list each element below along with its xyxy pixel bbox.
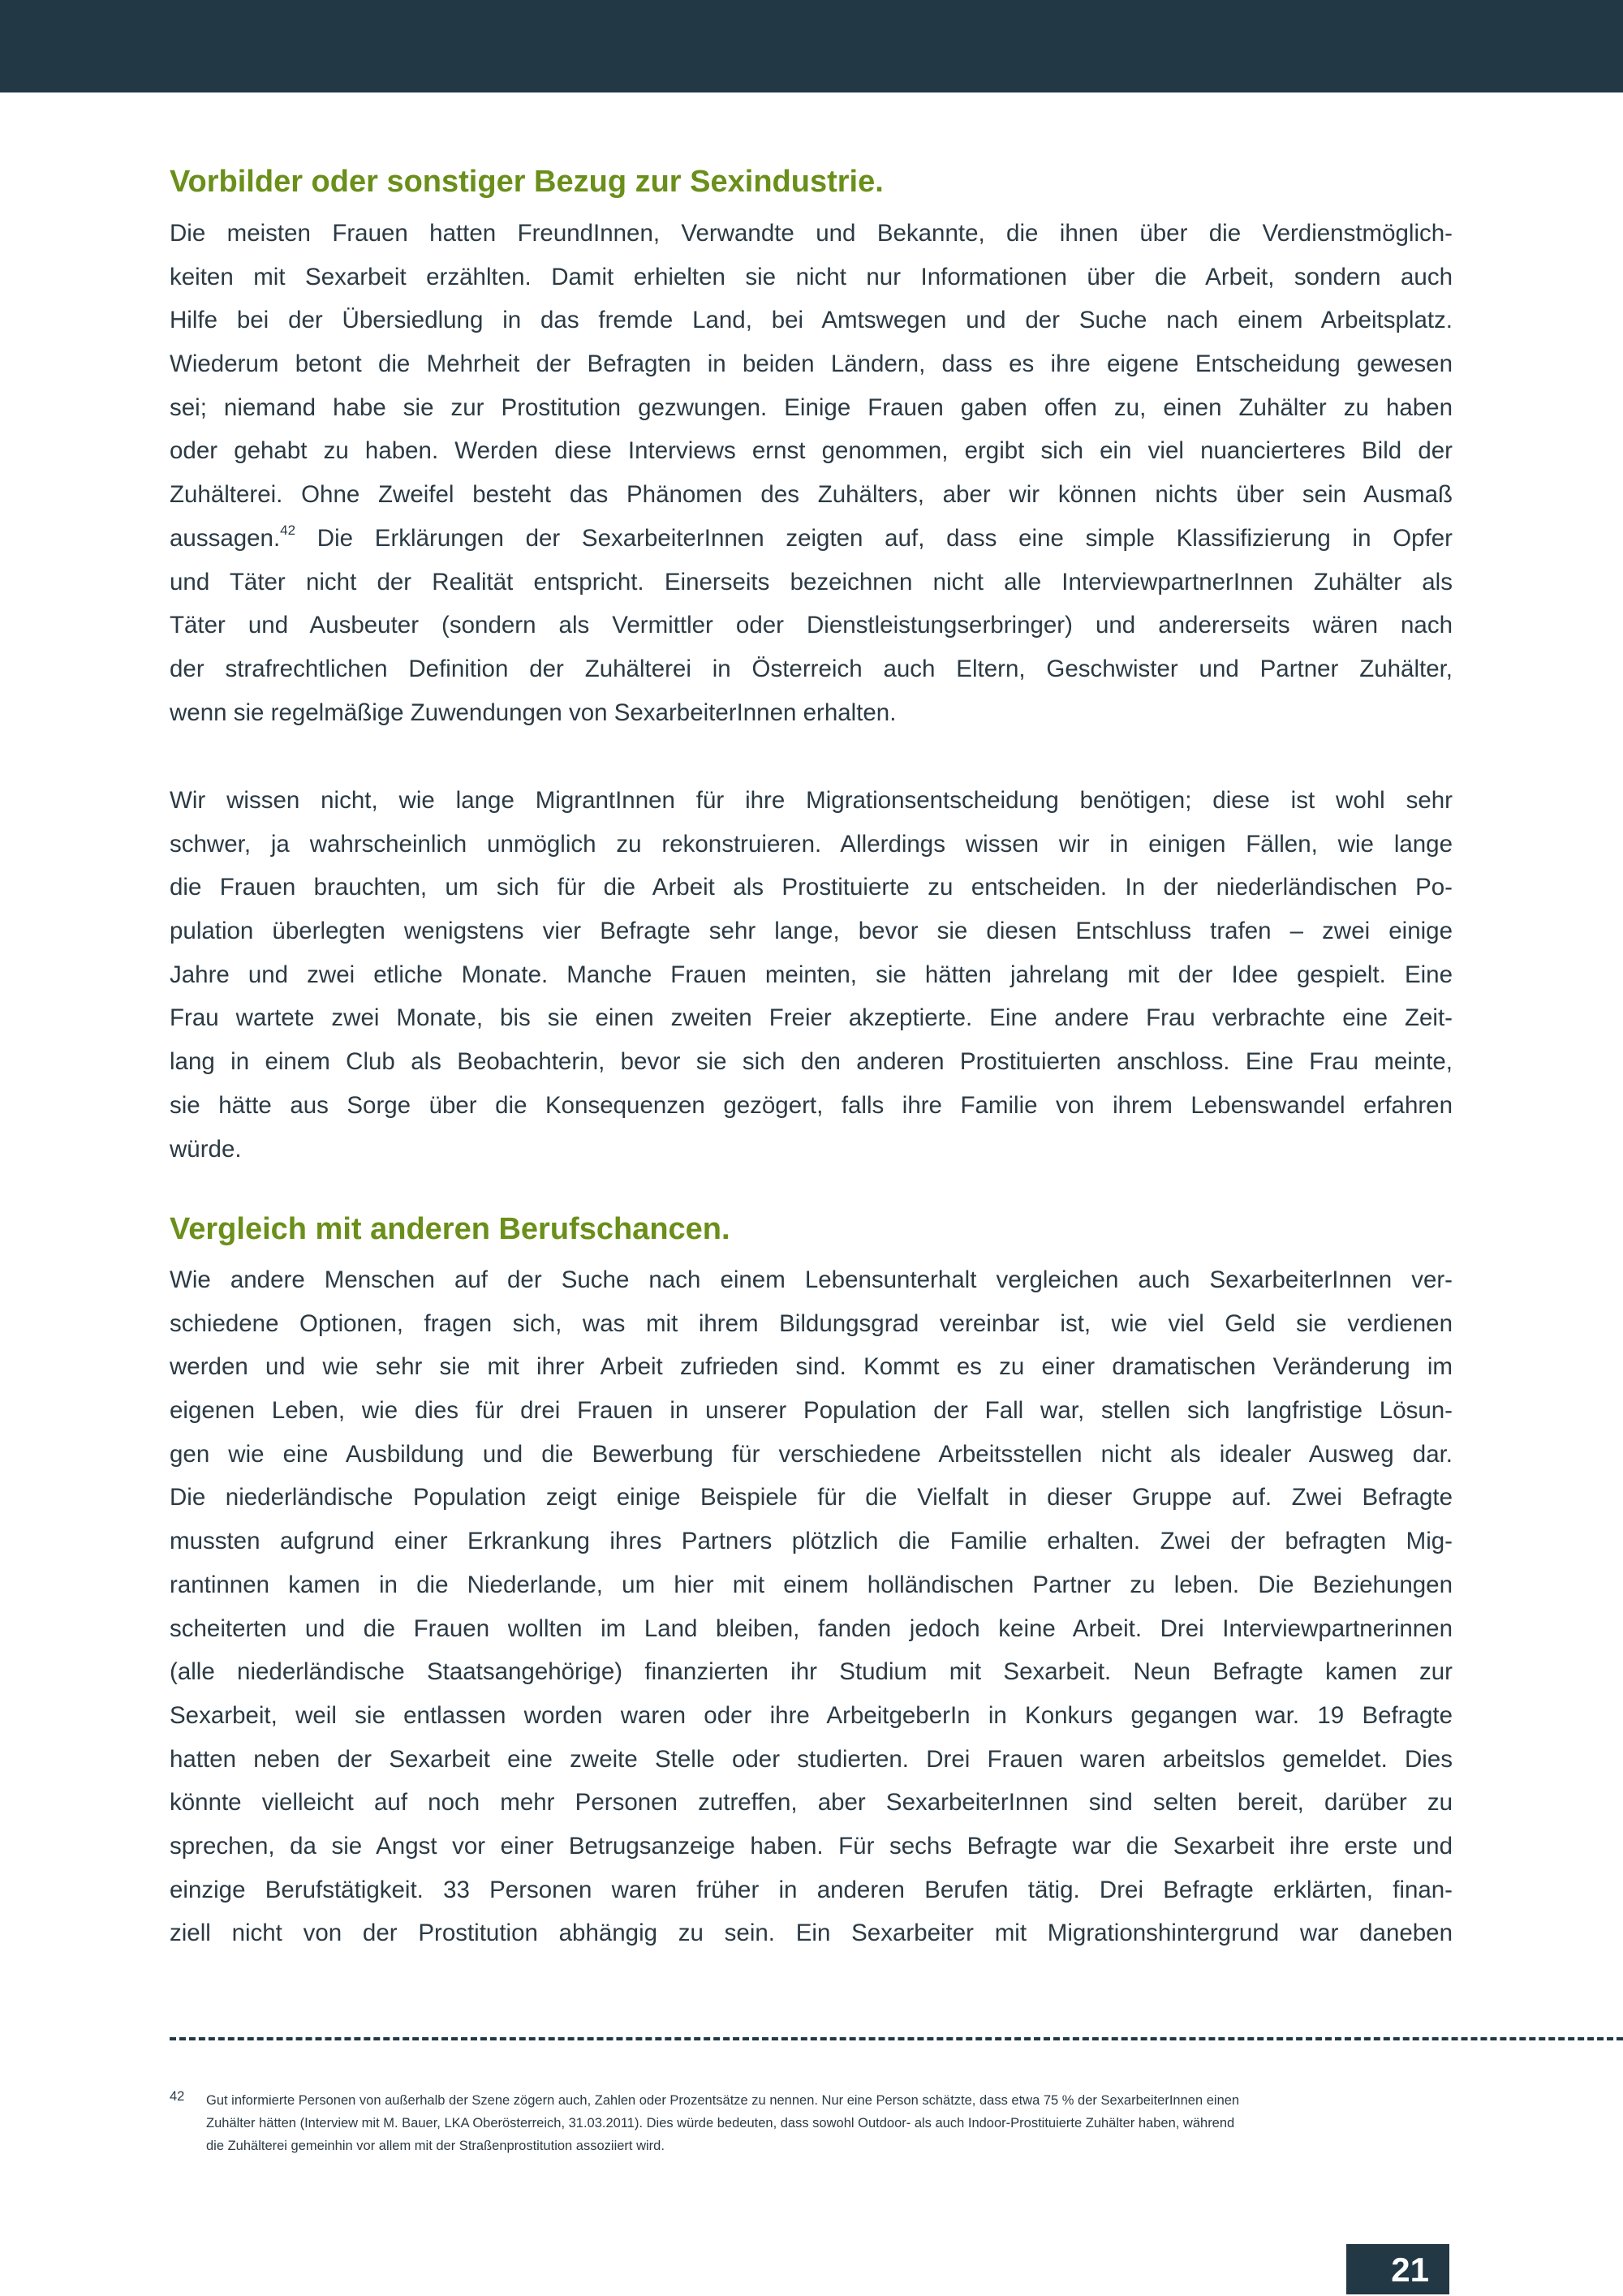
text-line: scheiterten und die Frauen wollten im Land bleiben, fanden jedoch keine Arbeit. Drei Interviewpartnerinnen (170, 1615, 1453, 1642)
footnote-reference[interactable]: 42 (280, 522, 296, 538)
text-line: pulation überlegten wenigstens vier Befragte sehr lange, bevor sie diesen Entschluss trafen – zwei einige (170, 918, 1453, 945)
text-line: der strafrechtlichen Definition der Zuhälterei in Österreich auch Eltern, Geschwister und Partner Zuhälter, (170, 655, 1453, 682)
text-line: einzige Berufstätigkeit. 33 Personen waren früher in anderen Berufen tätig. Drei Befragte erklärten, finan- (170, 1876, 1453, 1903)
text-line: rantinnen kamen in die Niederlande, um hier mit einem holländischen Partner zu leben. Die Beziehungen (170, 1571, 1453, 1598)
text-line: Täter und Ausbeuter (sondern als Vermittler oder Dienstleistungserbringer) und andererseits wären nach (170, 612, 1453, 639)
text-line: hatten neben der Sexarbeit eine zweite Stelle oder studierten. Drei Frauen waren arbeitslos gemeldet. Dies (170, 1745, 1453, 1773)
text-line: Wie andere Menschen auf der Suche nach einem Lebensunterhalt vergleichen auch SexarbeiterInnen ver- (170, 1266, 1453, 1293)
text-line: werden und wie sehr sie mit ihrer Arbeit zufrieden sind. Kommt es zu einer dramatischen Veränderung im (170, 1353, 1453, 1381)
text-line: lang in einem Club als Beobachterin, bevor sie sich den anderen Prostituierten anschloss. Eine Frau meinte, (170, 1048, 1453, 1076)
text-line: Wiederum betont die Mehrheit der Befragten in beiden Ländern, dass es ihre eigene Entscheidung gewesen (170, 350, 1453, 378)
section-heading-berufschancen: Vergleich mit anderen Berufschancen. (170, 1212, 730, 1246)
text-line: sei; niemand habe sie zur Prostitution gezwungen. Einige Frauen gaben offen zu, einen Zuhälter zu haben (170, 393, 1453, 421)
text-line: mussten aufgrund einer Erkrankung ihres Partners plötzlich die Familie erhalten. Zwei der befragten Mig- (170, 1528, 1453, 1555)
text-line: Die meisten Frauen hatten FreundInnen, Verwandte und Bekannte, die ihnen über die Verdienstmöglich- (170, 220, 1453, 247)
text-line: gen wie eine Ausbildung und die Bewerbung für verschiedene Arbeitsstellen nicht als idealer Ausweg dar. (170, 1440, 1453, 1468)
header-bar (0, 0, 1623, 92)
text-line: würde. (170, 1135, 242, 1163)
text-line: Hilfe bei der Übersiedlung in das fremde Land, bei Amtswegen und der Suche nach einem Arbeitsplatz. (170, 307, 1453, 334)
text-line: Die niederländische Population zeigt einige Beispiele für die Vielfalt in dieser Gruppe auf. Zwei Befragte (170, 1484, 1453, 1511)
footnote-divider (170, 2037, 1623, 2040)
text-line: Sexarbeit, weil sie entlassen worden waren oder ihre ArbeitgeberIn in Konkurs gegangen war. 19 Befragte (170, 1701, 1453, 1729)
footnote-line: die Zuhälterei gemeinhin vor allem mit der Straßenprostitution assoziiert wird. (206, 2139, 665, 2153)
text-line: die Frauen brauchten, um sich für die Arbeit als Prostituierte zu entscheiden. In der niederländischen Po- (170, 874, 1453, 901)
footnote-number: 42 (170, 2089, 185, 2104)
text-line: Frau wartete zwei Monate, bis sie einen zweiten Freier akzeptierte. Eine andere Frau verbrachte eine Zeit- (170, 1004, 1453, 1032)
paragraph-berufschancen (170, 1258, 1453, 1955)
text-line: Jahre und zwei etliche Monate. Manche Frauen meinten, sie hätten jahrelang mit der Idee gespielt. Eine (170, 961, 1453, 988)
text-line: keiten mit Sexarbeit erzählten. Damit erhielten sie nicht nur Informationen über die Arbeit, sondern auch (170, 263, 1453, 290)
text-line: könnte vielleicht auf noch mehr Personen zutreffen, aber SexarbeiterInnen sind selten bereit, darüber zu (170, 1789, 1453, 1817)
text-line: oder gehabt zu haben. Werden diese Interviews ernst genommen, ergibt sich ein viel nuancierteres Bild der (170, 437, 1453, 465)
text-line: sie hätte aus Sorge über die Konsequenzen gezögert, falls ihre Familie von ihrem Lebenswandel erfahren (170, 1091, 1453, 1119)
text-line: ziell nicht von der Prostitution abhängig zu sein. Ein Sexarbeiter mit Migrationshintergrund war daneben (170, 1920, 1453, 1947)
text-line: und Täter nicht der Realität entspricht. Einerseits bezeichnen nicht alle InterviewpartnerInnen Zuhälter als (170, 568, 1453, 595)
text-line: schwer, ja wahrscheinlich unmöglich zu rekonstruieren. Allerdings wissen wir in einigen Fällen, wie lange (170, 830, 1453, 858)
text-line: Wir wissen nicht, wie lange MigrantInnen für ihre Migrationsentscheidung benötigen; diese ist wohl sehr (170, 787, 1453, 814)
section-heading-vorbilder: Vorbilder oder sonstiger Bezug zur Sexindustrie. (170, 165, 884, 199)
page-number: 21 (1346, 2244, 1449, 2294)
text-fragment: Die Erklärungen der SexarbeiterInnen zeigten auf, dass eine simple Klassifizierung in Opfer (316, 524, 1453, 552)
text-line: schiedene Optionen, fragen sich, was mit ihrem Bildungsgrad vereinbar ist, wie viel Geld sie verdienen (170, 1309, 1453, 1337)
text-line: sprechen, da sie Angst vor einer Betrugsanzeige haben. Für sechs Befragte war die Sexarbeit ihre erste und (170, 1832, 1453, 1860)
paragraph-migration-decision (170, 779, 1453, 1171)
text-fragment: aussagen. (170, 524, 281, 552)
footnote-line: Zuhälter hätten (Interview mit M. Bauer, LKA Oberösterreich, 31.03.2011). Dies würde bedeuten, dass sowohl Outdoor- als auch Indoor-Prostituierte Zuhälter haben, während (206, 2116, 1235, 2130)
text-line: wenn sie regelmäßige Zuwendungen von SexarbeiterInnen erhalten. (170, 699, 897, 726)
text-line (170, 517, 1453, 561)
footnote-line: Gut informierte Personen von außerhalb der Szene zögern auch, Zahlen oder Prozentsätze zu nennen. Nur eine Person schätzte, dass etwa 75 % der SexarbeiterInnen einen (206, 2093, 1240, 2108)
footnote-text (206, 2089, 1453, 2157)
text-line: Zuhälterei. Ohne Zweifel besteht das Phänomen des Zuhälters, aber wir können nichts über sein Ausmaß (170, 481, 1453, 509)
text-line: (alle niederländische Staatsangehörige) finanzierten ihr Studium mit Sexarbeit. Neun Befragte kamen zur (170, 1658, 1453, 1686)
paragraph-vorbilder (170, 212, 1453, 734)
footnote (170, 2089, 1453, 2157)
text-line: eigenen Leben, wie dies für drei Frauen in unserer Population der Fall war, stellen sich langfristige Lösun- (170, 1397, 1453, 1425)
